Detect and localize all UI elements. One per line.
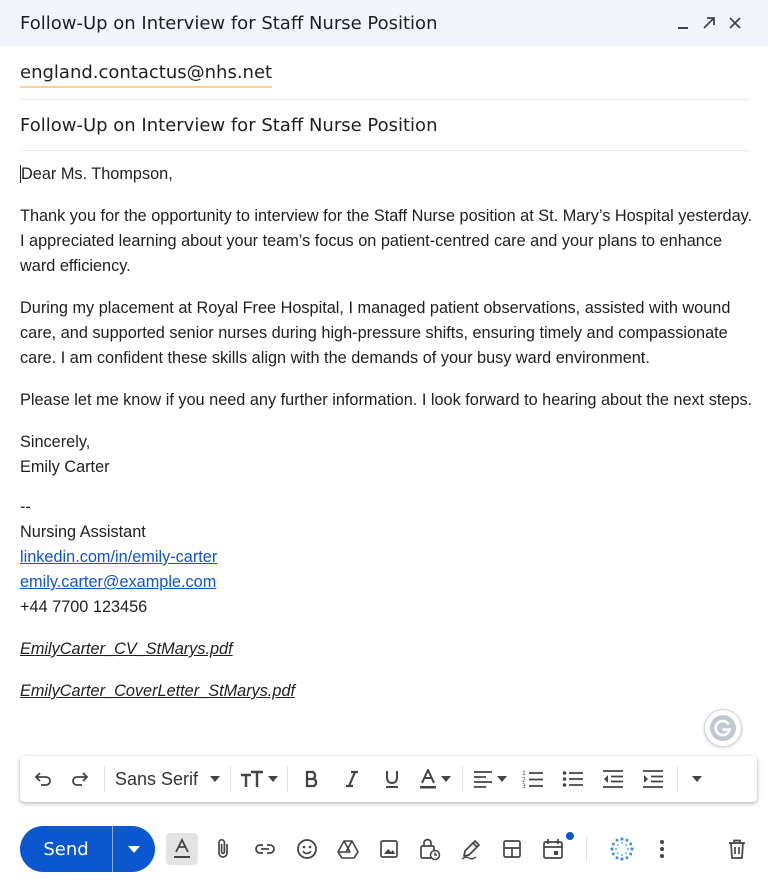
body-paragraph: Please let me know if you need any further information. I look forward to hearing about the next steps.	[20, 391, 753, 409]
send-button-group	[20, 826, 155, 872]
svg-text:2: 2	[522, 776, 526, 784]
drive-icon[interactable]	[332, 833, 364, 865]
italic-icon[interactable]	[332, 761, 372, 797]
compose-action-bar	[0, 820, 768, 880]
bulleted-list-icon[interactable]	[553, 761, 593, 797]
body-paragraph: During my placement at Royal Free Hospital, I managed patient observations, assisted with wound care, and supported senior nurses during high-pressure shifts, ensuring timely and compassionate care. I am confident these skills align with the demands of your busy ward environment.	[20, 299, 731, 367]
attachment-cv[interactable]: EmilyCarter_CV_StMarys.pdf	[20, 640, 233, 658]
chevron-down-icon	[210, 776, 220, 782]
signature-linkedin-link[interactable]: linkedin.com/in/emily-carter	[20, 548, 218, 566]
signature-icon[interactable]	[455, 833, 487, 865]
more-options-icon[interactable]	[646, 833, 678, 865]
confidential-icon[interactable]	[414, 833, 446, 865]
body-paragraph: Thank you for the opportunity to interview for the Staff Nurse position at St. Mary’s Hospital yesterday. I appreciated learning about your team’s focus on patient-centred care and your plans to enhance ward efficiency.	[20, 207, 753, 275]
subject-text[interactable]: Follow-Up on Interview for Staff Nurse Position	[20, 114, 438, 136]
recipients-field[interactable]	[20, 52, 750, 100]
sender-name: Emily Carter	[20, 458, 110, 476]
toolbar-divider	[462, 766, 463, 792]
gemini-icon[interactable]	[606, 833, 638, 865]
layouts-icon[interactable]	[496, 833, 528, 865]
send-split-divider	[112, 826, 113, 872]
toolbar-divider	[287, 766, 288, 792]
attach-icon[interactable]	[207, 833, 239, 865]
minimize-icon[interactable]	[670, 10, 696, 36]
schedule-icon[interactable]	[537, 833, 569, 865]
chevron-down-icon	[128, 846, 140, 853]
indent-less-icon[interactable]	[593, 761, 633, 797]
svg-text:3: 3	[522, 783, 526, 789]
attachment-cover-letter[interactable]: EmilyCarter_CoverLetter_StMarys.pdf	[20, 682, 296, 700]
bold-icon[interactable]	[292, 761, 332, 797]
align-icon[interactable]	[467, 761, 513, 797]
toolbar-divider	[677, 766, 678, 792]
compose-titlebar	[0, 0, 768, 46]
grammarly-icon[interactable]	[704, 709, 742, 747]
formatting-options-icon[interactable]	[166, 833, 198, 865]
signature-separator: --	[20, 498, 31, 516]
popout-icon[interactable]	[696, 10, 722, 36]
toolbar-divider	[230, 766, 231, 792]
subject-field[interactable]	[20, 100, 750, 151]
close-icon[interactable]	[722, 10, 748, 36]
emoji-icon[interactable]	[291, 833, 323, 865]
signature-role: Nursing Assistant	[20, 523, 146, 541]
closing-block	[20, 430, 755, 480]
toolbar-divider	[586, 836, 587, 862]
photo-icon[interactable]	[373, 833, 405, 865]
link-icon[interactable]	[249, 833, 281, 865]
discard-icon[interactable]	[721, 833, 753, 865]
more-formatting-icon[interactable]	[682, 761, 712, 797]
text-color-icon[interactable]	[412, 761, 458, 797]
font-family-select[interactable]	[109, 761, 226, 797]
closing-text: Sincerely,	[20, 433, 91, 451]
redo-icon[interactable]	[60, 761, 100, 797]
compose-title: Follow-Up on Interview for Staff Nurse Position	[20, 12, 438, 34]
undo-icon[interactable]	[26, 761, 60, 797]
text-size-icon[interactable]	[235, 761, 283, 797]
underline-icon[interactable]	[372, 761, 412, 797]
toolbar-divider	[104, 766, 105, 792]
schedule-badge-dot	[566, 832, 574, 840]
formatting-toolbar	[20, 756, 757, 802]
send-button[interactable]: Send	[43, 838, 89, 860]
indent-more-icon[interactable]	[633, 761, 673, 797]
send-options-button[interactable]	[113, 826, 155, 872]
numbered-list-icon[interactable]	[513, 761, 553, 797]
message-body[interactable]	[20, 162, 755, 704]
svg-text:1: 1	[522, 770, 526, 777]
signature-block	[20, 495, 755, 620]
font-family-value: Sans Serif	[115, 768, 199, 789]
greeting-line: Dear Ms. Thompson,	[21, 165, 173, 183]
signature-phone: +44 7700 123456	[20, 598, 148, 616]
recipient-chip[interactable]: england.contactus@nhs.net	[20, 62, 272, 88]
signature-email-link[interactable]: emily.carter@example.com	[20, 573, 217, 591]
